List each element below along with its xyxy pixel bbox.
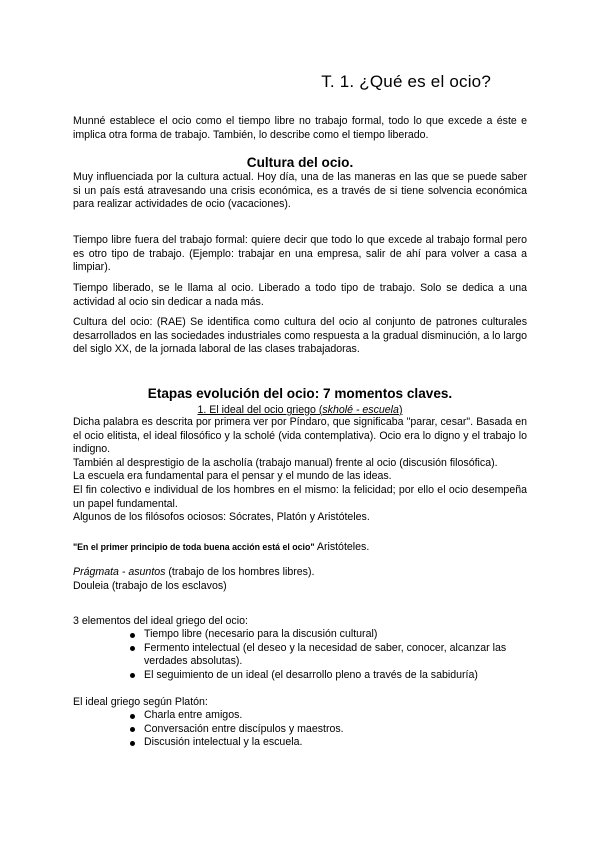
- elementos-heading: 3 elementos del ideal griego del ocio:: [73, 615, 248, 627]
- list-item: [73, 709, 527, 723]
- aristoteles-quote: [73, 541, 369, 553]
- intro-paragraph: Munné establece el ocio como el tiempo libre no trabajo formal, todo lo que excede a éste e implica otra forma de trabajo. También, lo describe como el tiempo liberado.: [73, 115, 527, 141]
- tiempo-liberado-paragraph: Tiempo liberado, se le llama al ocio. Liberado a todo tipo de trabajo. Solo se dedica a una actividad al ocio sin dedicar a nada más.: [73, 282, 527, 308]
- bullet-icon: [130, 646, 135, 651]
- platon-heading: El ideal griego según Platón:: [73, 696, 208, 708]
- subheading-suffix: ): [398, 404, 403, 416]
- subheading-italic: skholé - escuela: [322, 404, 399, 416]
- list-item-text: Fermento intelectual (el deseo y la necesidad de saber, conocer, alcanzar las verdades absolutas).: [144, 641, 507, 668]
- griego-line: Algunos de los filósofos ociosos: Sócrates, Platón y Aristóteles.: [73, 511, 370, 524]
- list-item-text: Tiempo libre (necesario para la discusión cultural): [144, 628, 378, 640]
- list-item: [73, 669, 527, 683]
- douleia-line: Douleia (trabajo de los esclavos): [73, 580, 227, 592]
- pragmata-italic: Prágmata - asuntos: [73, 566, 166, 578]
- griego-line: El fin colectivo e individual de los hombres en el mismo: la felicidad; por ello el ocio desempeña un papel fundamental.: [73, 483, 527, 510]
- griego-line: La escuela era fundamental para el pensar y el mundo de las ideas.: [73, 470, 392, 483]
- griego-line: También al desprestigio de la ascholía (trabajo manual) frente al ocio (discusión filosófica).: [73, 456, 498, 469]
- bullet-icon: [130, 741, 135, 746]
- document-title: T. 1. ¿Qué es el ocio?: [321, 72, 491, 91]
- griego-paragraph: Dicha palabra es descrita por primera ver por Píndaro, que significaba "parar, cesar". Basada en el ocio elitista, el ideal filosófico y la scholé (vida contemplativa). Ocio era lo digno y el trabajo lo indigno.: [73, 416, 527, 456]
- etapas-heading: Etapas evolución del ocio: 7 momentos claves.: [147, 386, 453, 401]
- pragmata-line: [73, 566, 527, 580]
- tiempo-libre-paragraph: Tiempo libre fuera del trabajo formal: quiere decir que todo lo que excede al trabajo formal pero es otro tipo de trabajo. (Ejemplo: trabajar en una empresa, salir de ahí para volver a casa a limpiar).: [73, 234, 527, 274]
- list-item-text: Discusión intelectual y la escuela.: [144, 736, 303, 749]
- cultura-paragraph: Muy influenciada por la cultura actual. Hoy día, una de las maneras en las que se puede saber si un país está atravesando una crisis económica, es a través de si tiene solvencia económica para realizar actividades de ocio (vacaciones).: [73, 171, 527, 211]
- list-item-text: El seguimiento de un ideal (el desarrollo pleno a través de la sabiduría): [144, 668, 478, 681]
- bullet-icon: [130, 714, 135, 719]
- list-item: [73, 723, 527, 737]
- cultura-heading: Cultura del ocio.: [246, 155, 354, 170]
- list-item-text: Conversación entre discípulos y maestros.: [144, 722, 344, 735]
- quote-text: "En el primer principio de toda buena acción está el ocio": [73, 542, 315, 552]
- list-item: [73, 736, 527, 750]
- bullet-icon: [130, 633, 135, 638]
- subheading-prefix: 1. El ideal del ocio griego (: [197, 404, 323, 416]
- bullet-icon: [130, 673, 135, 678]
- griego-subheading: [73, 404, 527, 416]
- griego-section: [73, 416, 527, 525]
- quote-author: Aristóteles.: [314, 541, 370, 553]
- bullet-icon: [130, 727, 135, 732]
- list-item: [73, 642, 527, 669]
- platon-list: [73, 709, 527, 750]
- list-item-text: Charla entre amigos.: [144, 709, 243, 721]
- elementos-list: [73, 628, 527, 682]
- cultura-rae-paragraph: Cultura del ocio: (RAE) Se identifica como cultura del ocio al conjunto de patrones culturales desarrollados en las sociedades industriales como respuesta a la gradual disminución, a lo largo del siglo XX, de la jornada laboral de las clases trabajadoras.: [73, 316, 527, 356]
- list-item: [73, 628, 527, 642]
- pragmata-rest: (trabajo de los hombres libres).: [165, 566, 315, 578]
